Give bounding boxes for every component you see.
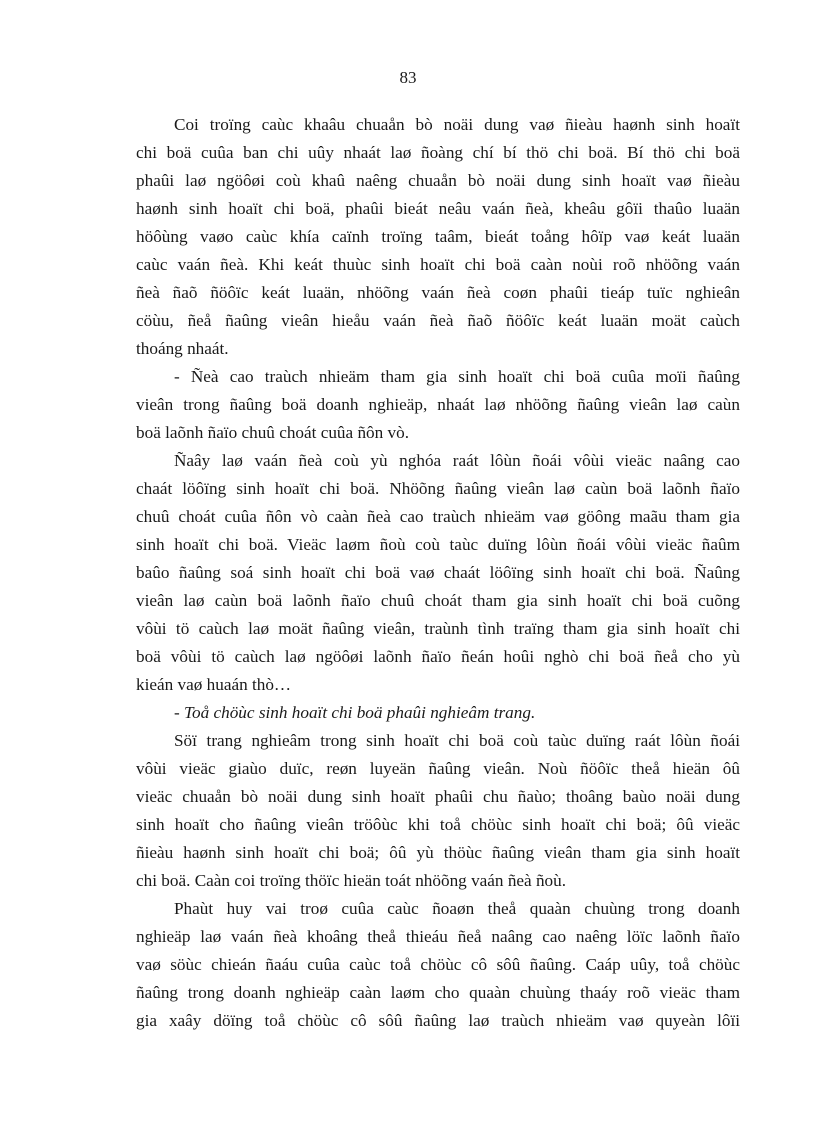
text-line: - Ñeà cao traùch nhieäm tham gia sinh hoaït chi boä cuûa moïi ñaûng (174, 367, 740, 386)
text-line: thoáng nhaát. (136, 339, 229, 358)
text-line: gia xaây döïng toå chöùc cô sôû ñaûng laø traùch nhieäm vaø quyeàn lôïi (136, 1011, 740, 1030)
page-number: 83 (399, 68, 417, 87)
text-line: caùc vaán ñeà. Khi keát thuùc sinh hoaït chi boä caàn noùi roõ nhöõng vaán (136, 255, 740, 274)
text-line: Söï trang nghieâm trong sinh hoaït chi boä coù taùc duïng raát lôùn ñoái (174, 731, 740, 750)
text-line: vieân laø caùn boä laõnh ñaïo chuû choát tham gia sinh hoaït chi boä cuõng (136, 591, 740, 610)
text-line: boä vôùi tö caùch laø ngöôøi laõnh ñaïo ñeán hoûi nghò chi boä ñeå cho yù (136, 647, 740, 666)
text-line: vôùi vieäc giaùo duïc, reøn luyeän ñaûng vieân. Noù ñöôïc theå hieän ôû (136, 759, 740, 778)
text-line: höôùng vaøo caùc khía caïnh troïng taâm, bieát toång hôïp vaø keát luaän (136, 227, 740, 246)
text-line: baûo ñaûng soá sinh hoaït chi boä vaø chaát löôïng sinh hoaït chi boä. Ñaûng (136, 563, 740, 582)
text-line: - Toå chöùc sinh hoaït chi boä phaûi nghieâm trang. (174, 703, 536, 722)
text-line: nghieäp laø vaán ñeà khoâng theå thieáu ñeå naâng cao naêng löïc laõnh ñaïo (136, 927, 740, 946)
text-line: sinh hoaït cho ñaûng vieân tröôùc khi toå chöùc sinh hoaït chi boä; ôû vieäc (136, 815, 740, 834)
text-line: vieân trong ñaûng boä doanh nghieäp, nhaát laø nhöõng ñaûng vieân laø caùn (136, 395, 740, 414)
text-line: kieán vaø huaán thò… (136, 675, 292, 694)
text-line: sinh hoaït chi boä. Vieäc laøm ñoù coù taùc duïng lôùn ñoái vôùi vieäc ñaûm (136, 535, 740, 554)
text-line: vaø söùc chieán ñaáu cuûa caùc toå chöùc cô sôû ñaûng. Caáp uûy, toå chöùc (136, 955, 740, 974)
text-line: vôùi tö caùch laø moät ñaûng vieân, traùnh tình traïng tham gia sinh hoaït chi (136, 619, 740, 638)
text-line: ñieàu haønh sinh hoaït chi boä; ôû yù thöùc ñaûng vieân tham gia sinh hoaït (136, 843, 740, 862)
text-line: ñeà ñaõ ñöôïc keát luaän, nhöõng vaán ñeà coøn phaûi tieáp tuïc nghieân (136, 283, 740, 302)
text-line: chi boä. Caàn coi troïng thöïc hieän toát nhöõng vaán ñeà ñoù. (136, 871, 567, 890)
text-line: chaát löôïng sinh hoaït chi boä. Nhöõng ñaûng vieân laø caùn boä laõnh ñaïo (136, 479, 740, 498)
text-line: haønh sinh hoaït chi boä, phaûi bieát neâu vaán ñeà, kheâu gôïi thaûo luaän (136, 199, 740, 218)
text-line: Ñaây laø vaán ñeà coù yù nghóa raát lôùn ñoái vôùi vieäc naâng cao (174, 451, 740, 470)
text-line: ñaûng trong doanh nghieäp caàn laøm cho quaàn chuùng thaáy roõ vieäc tham (136, 983, 740, 1002)
text-line: Phaùt huy vai troø cuûa caùc ñoaøn theå quaàn chuùng trong doanh (174, 899, 740, 918)
text-line: cöùu, ñeå ñaûng vieân hieåu vaán ñeà ñaõ ñöôïc keát luaän moät caùch (136, 311, 740, 330)
body-text (136, 111, 740, 1035)
text-line: vieäc chuaån bò noäi dung sinh hoaït phaûi chu ñaùo; thoâng baùo noäi dung (136, 787, 740, 806)
text-line: phaûi laø ngöôøi coù khaû naêng chuaån bò noäi dung sinh hoaït vaø ñieàu (136, 171, 740, 190)
text-line: boä laõnh ñaïo chuû choát cuûa ñôn vò. (136, 423, 410, 442)
text-line: chi boä cuûa ban chi uûy nhaát laø ñoàng chí bí thö chi boä. Bí thö chi boä (136, 143, 740, 162)
text-line: chuû choát cuûa ñôn vò caàn ñeà cao traùch nhieäm vaø göông maãu tham gia (136, 507, 740, 526)
text-line: Coi troïng caùc khaâu chuaån bò noäi dung vaø ñieàu haønh sinh hoaït (174, 115, 740, 134)
